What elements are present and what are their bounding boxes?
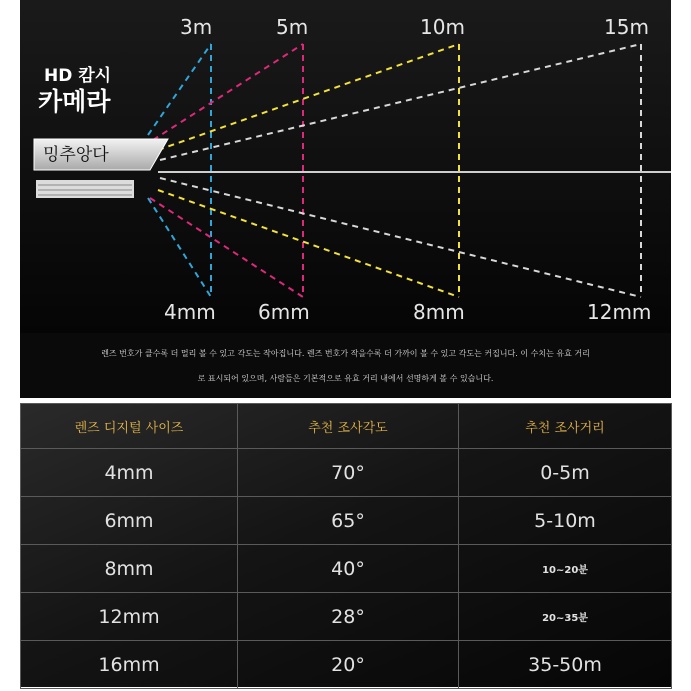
cell-angle: 28° (238, 593, 459, 641)
table-row (21, 545, 672, 593)
distance-label-15m: 15m (604, 15, 649, 39)
table-row (21, 497, 672, 545)
cell-distance: 0-5m (459, 449, 672, 497)
distance-label-3m: 3m (180, 15, 213, 39)
cell-distance: 10~20분 (459, 545, 672, 593)
distance-label-5m: 5m (276, 15, 309, 39)
cell-lens: 4mm (21, 449, 238, 497)
camera-title: HD 캄시 (44, 66, 112, 86)
lens-label-6mm: 6mm (258, 300, 310, 324)
distance-label-10m: 10m (420, 15, 465, 39)
camera-subtitle: 카메라 (38, 87, 111, 116)
header-distance: 추천 조사거리 (459, 404, 672, 449)
lens-label-12mm: 12mm (587, 300, 652, 324)
table-row (21, 449, 672, 497)
note-line-1: 렌즈 번호가 클수록 더 멀리 볼 수 있고 각도는 작아집니다. 렌즈 번호가 작을수록 더 가까이 볼 수 있고 각도는 커집니다. 이 수치는 유효 거리 (101, 349, 590, 358)
header-lens-size: 렌즈 디지털 사이즈 (21, 404, 238, 449)
note-line-2: 로 표시되어 있으며, 사람들은 기본적으로 유효 거리 내에서 선명하게 볼 수 있습니다. (197, 374, 494, 383)
cell-angle: 40° (238, 545, 459, 593)
cell-distance: 5-10m (459, 497, 672, 545)
cell-lens: 16mm (21, 641, 238, 689)
header-angle: 추천 조사각도 (238, 404, 459, 449)
camera-brand-name: 밍추앙다 (43, 145, 109, 165)
cell-lens: 8mm (21, 545, 238, 593)
table-row (21, 593, 672, 641)
cell-angle: 70° (238, 449, 459, 497)
lens-label-4mm: 4mm (164, 300, 216, 324)
lens-spec-table (20, 403, 672, 689)
cell-distance: 20~35분 (459, 593, 672, 641)
lens-label-8mm: 8mm (413, 300, 465, 324)
note-background (20, 333, 671, 398)
cell-angle: 20° (238, 641, 459, 689)
cell-angle: 65° (238, 497, 459, 545)
cell-distance: 35-50m (459, 641, 672, 689)
cell-lens: 6mm (21, 497, 238, 545)
table-header-row (21, 404, 672, 449)
table-row (21, 641, 672, 689)
cell-lens: 12mm (21, 593, 238, 641)
